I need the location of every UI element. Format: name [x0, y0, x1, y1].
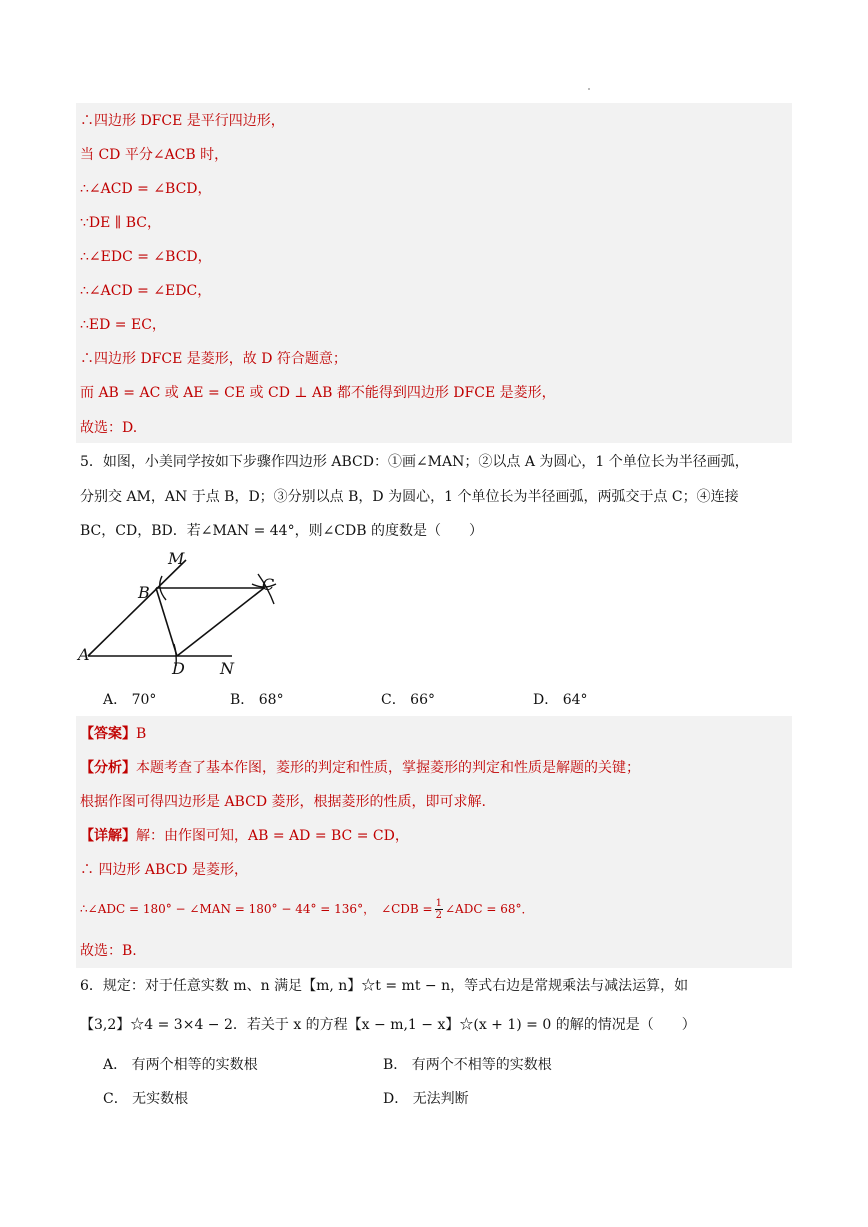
label-B: B — [138, 583, 150, 602]
label-M: M — [168, 549, 185, 568]
label-N: N — [220, 659, 234, 678]
option-C: C． 66° — [381, 692, 435, 708]
option-D: D． 无法判断 — [383, 1091, 469, 1107]
option-D: D． 64° — [533, 692, 588, 708]
analysis-line-2: 根据作图可得四边形是 ABCD 菱形，根据菱形的性质，即可求解. — [80, 794, 486, 810]
solution-line: ∴∠ACD = ∠EDC， — [80, 283, 212, 299]
option-C: C． 无实数根 — [103, 1091, 189, 1107]
fraction-half: $\frac{1}{2}$ — [435, 898, 442, 921]
question-6-line: 【3,2】☆4 = 3×4 − 2．若关于 x 的方程【x − m,1 − x】☆(x + 1) = 0 的解的情况是（ ） — [80, 1017, 696, 1033]
label-A: A — [78, 645, 90, 664]
label-C: C — [262, 575, 275, 594]
option-B: B． 有两个不相等的实数根 — [383, 1057, 552, 1073]
solution-line: 而 AB = AC 或 AE = CE 或 CD ⊥ AB 都不能得到四边形 DFCE 是菱形， — [80, 385, 556, 401]
choose-line: 故选：B. — [80, 943, 137, 959]
option-A: A． 70° — [103, 692, 157, 708]
detail-line: 【详解】解：由作图可知，AB = AD = BC = CD， — [80, 828, 409, 844]
solution-line: ∴ED = EC， — [80, 317, 166, 333]
solution-line: 当 CD 平分∠ACB 时， — [80, 147, 229, 163]
solution-line: ∵DE ∥ BC， — [80, 215, 161, 231]
option-B: B． 68° — [230, 692, 284, 708]
rhombus-construction-figure — [76, 548, 286, 680]
option-A: A． 有两个相等的实数根 — [103, 1057, 258, 1073]
angle-equation: ∴∠ADC = 180° − ∠MAN = 180° − 44° = 136°， ∠CDB = $\frac{1}{2}$ ∠ADC = 68°． — [80, 898, 534, 921]
question-5-line: 分别交 AM，AN 于点 B，D；③分别以点 B，D 为圆心，1 个单位长为半径画弧，两弧交于点 C；④连接 — [80, 489, 739, 505]
solution-line: ∴四边形 DFCE 是菱形，故 D 符合题意； — [80, 351, 347, 367]
solution-line: ∴四边形 DFCE 是平行四边形， — [80, 113, 285, 129]
rhombus-conclusion: ∴ 四边形 ABCD 是菱形， — [80, 862, 248, 878]
question-6-line: 6．规定：对于任意实数 m、n 满足【m, n】☆t = mt − n，等式右边是常规乘法与减法运算，如 — [80, 978, 689, 994]
label-D: D — [172, 659, 185, 678]
question-5-line: BC，CD，BD．若∠MAN = 44°，则∠CDB 的度数是（ ） — [80, 523, 483, 539]
answer-line: 【答案】B — [80, 726, 147, 742]
page-dot — [588, 88, 590, 90]
solution-line: ∴∠ACD = ∠BCD， — [80, 181, 212, 197]
solution-line: ∴∠EDC = ∠BCD， — [80, 249, 212, 265]
solution-line: 故选：D. — [80, 420, 138, 436]
question-5-line: 5．如图，小美同学按如下步骤作四边形 ABCD：①画∠MAN；②以点 A 为圆心，1 个单位长为半径画弧， — [80, 454, 749, 470]
analysis-line: 【分析】本题考查了基本作图，菱形的判定和性质，掌握菱形的判定和性质是解题的关键； — [80, 760, 640, 776]
